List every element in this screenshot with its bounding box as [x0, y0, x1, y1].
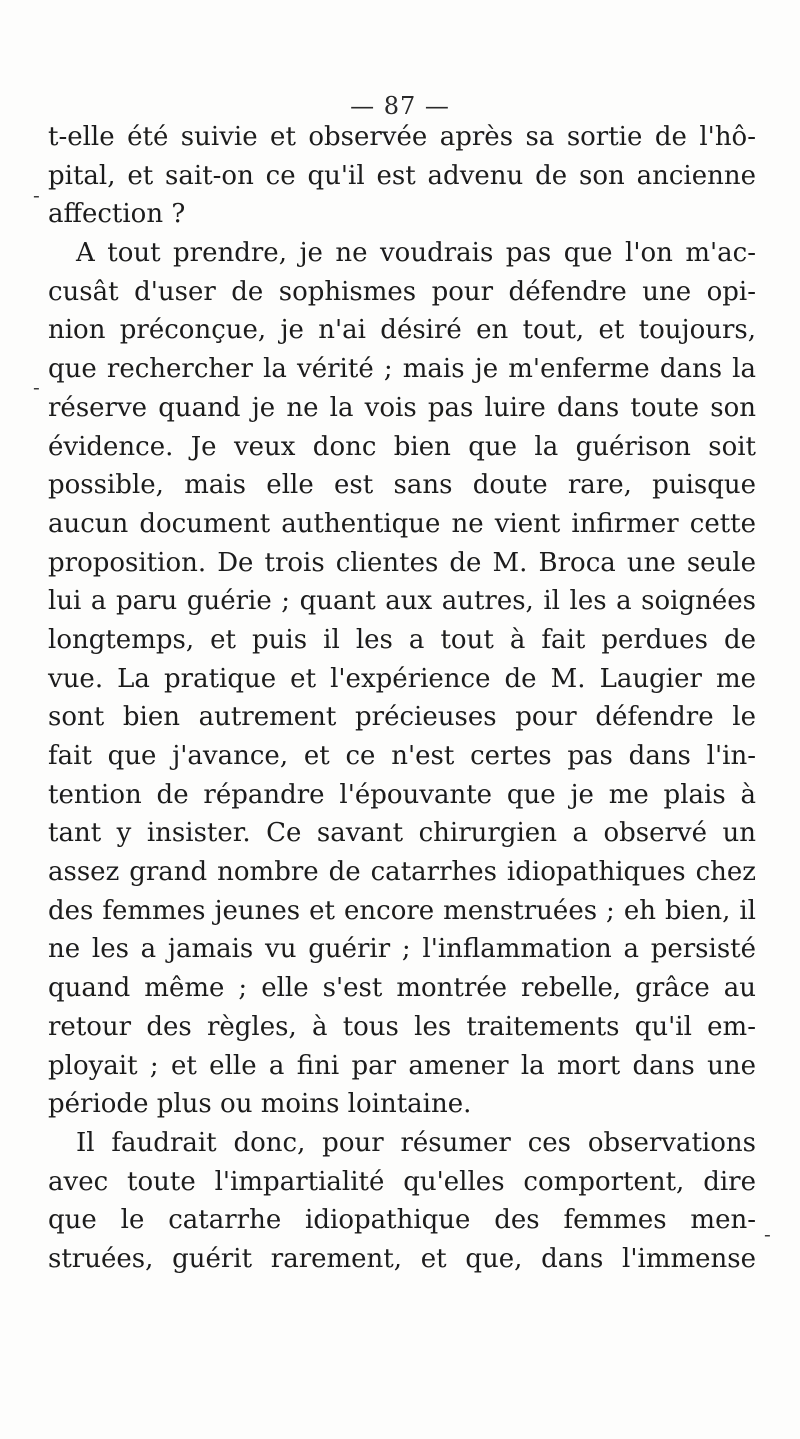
text-line: A tout prendre, je ne voudrais pas que l'on m'ac- [76, 238, 756, 269]
text-line: ne les a jamais vu guérir ; l'inflammation a persisté [48, 934, 756, 965]
text-line: retour des règles, à tous les traitements qu'il em- [48, 1011, 756, 1042]
text-line: Il faudrait donc, pour résumer ces observations [76, 1127, 756, 1158]
text-line: tant y insister. Ce savant chirurgien a observé un [48, 818, 756, 849]
text-line: avec toute l'impartialité qu'elles comportent, dire [48, 1166, 756, 1197]
text-line: aucun document authentique ne vient infirmer cette [48, 508, 756, 539]
text-line: que rechercher la vérité ; mais je m'enferme dans la [48, 354, 756, 385]
text-line: possible, mais elle est sans doute rare, puisque [48, 470, 756, 501]
text-line: période plus ou moins lointaine. [48, 1089, 472, 1120]
text-line: fait que j'avance, et ce n'est certes pas dans l'in- [48, 741, 756, 771]
text-line: des femmes jeunes et encore menstruées ; eh bien, il [48, 895, 756, 926]
text-line: réserve quand je ne la vois pas luire dans toute son [48, 392, 756, 423]
text-line: proposition. De trois clientes de M. Broca une seule [48, 547, 756, 578]
text-line: ployait ; et elle a fini par amener la mort dans une [48, 1050, 756, 1081]
text-line: tention de répandre l'épouvante que je me plais à [48, 779, 756, 810]
text-line: lui a paru guérie ; quant aux autres, il les a soignées [48, 586, 756, 617]
page-number: — 87 — [350, 92, 450, 120]
text-line: sont bien autrement précieuses pour défendre le [48, 702, 756, 733]
text-line: struées, guérit rarement, et que, dans l'immense [48, 1243, 756, 1274]
text-line: cusât d'user de sophismes pour défendre une opi- [48, 276, 756, 307]
text-line: évidence. Je veux donc bien que la guérison soit [48, 431, 756, 462]
margin-mark: - [33, 183, 40, 207]
text-line: affection ? [48, 199, 186, 230]
margin-mark: - [33, 375, 40, 399]
text-line: que le catarrhe idiopathique des femmes men- [48, 1205, 756, 1236]
text-line: t-elle été suivie et observée après sa sortie de l'hô- [48, 122, 756, 152]
text-line: longtemps, et puis il les a tout à fait perdues de [48, 624, 756, 655]
text-line: quand même ; elle s'est montrée rebelle, grâce au [48, 973, 756, 1004]
margin-mark: - [764, 1222, 771, 1246]
body-text [48, 118, 756, 1279]
text-line: assez grand nombre de catarrhes idiopathiques chez [48, 857, 756, 888]
text-line: pital, et sait-on ce qu'il est advenu de son ancienne [48, 160, 756, 191]
text-line: nion préconçue, je n'ai désiré en tout, et toujours, [48, 315, 756, 346]
text-line: vue. La pratique et l'expérience de M. Laugier me [48, 663, 756, 694]
